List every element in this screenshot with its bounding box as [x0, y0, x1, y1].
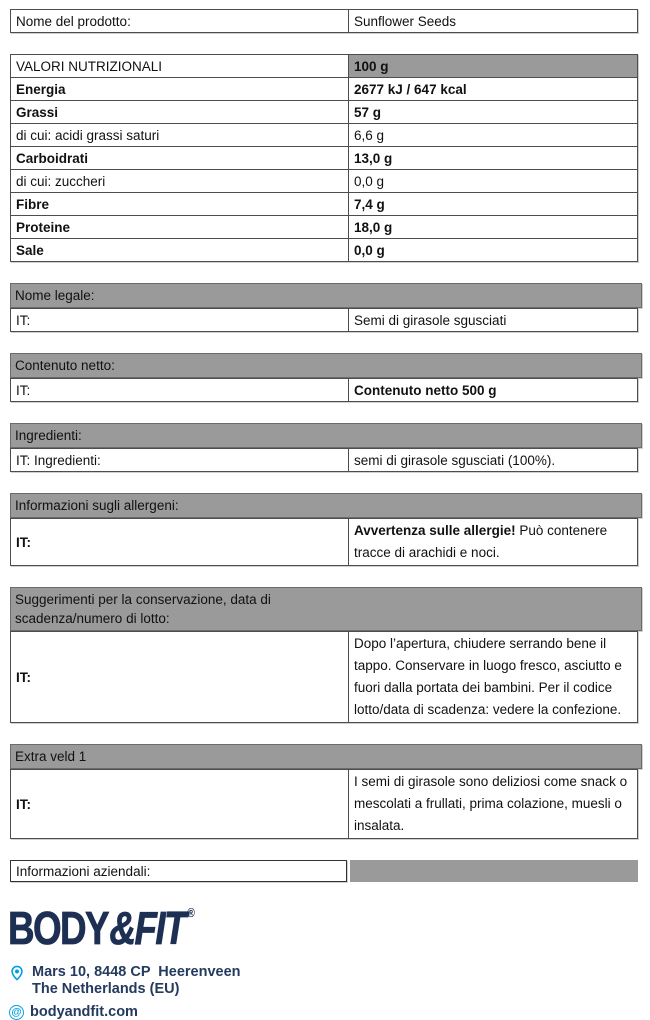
extra-table — [10, 769, 638, 839]
nutrient-value: 13,0 g — [349, 147, 638, 170]
table-row — [11, 147, 638, 170]
section-title: Ingredienti: — [15, 428, 82, 443]
nutrient-label: Proteine — [11, 216, 349, 239]
table-row — [11, 309, 638, 332]
nutrient-value: 0,0 g — [349, 239, 638, 262]
table-row — [11, 519, 638, 566]
product-name-table — [10, 9, 638, 33]
nutrition-title: VALORI NUTRIZIONALI — [11, 55, 349, 78]
location-pin-icon — [9, 965, 25, 981]
lang-label: IT: — [11, 379, 349, 402]
logo-fit-text: &FIT — [109, 902, 185, 954]
bodyandfit-logo — [8, 902, 522, 954]
net-content-table — [10, 378, 638, 402]
section-header-net-content — [10, 353, 642, 378]
nutrition-header-row — [11, 55, 638, 78]
website-text: bodyandfit.com — [30, 1004, 138, 1020]
section-header-allergens — [10, 493, 642, 518]
company-address — [8, 964, 650, 1020]
nutrient-label: Sale — [11, 239, 349, 262]
lang-label: IT: — [11, 519, 349, 566]
nutrient-value: 7,4 g — [349, 193, 638, 216]
table-row — [11, 170, 638, 193]
nutrient-value: 2677 kJ / 647 kcal — [349, 78, 638, 101]
allergens-warning: Avvertenza sulle allergie! — [354, 523, 516, 538]
nutrient-value: 6,6 g — [349, 124, 638, 147]
section-title: Contenuto netto: — [15, 358, 115, 373]
storage-table — [10, 631, 638, 723]
table-row — [11, 193, 638, 216]
nutrient-value: 0,0 g — [349, 170, 638, 193]
section-header-storage — [10, 587, 642, 631]
lang-label: IT: — [11, 632, 349, 723]
section-title: Extra veld 1 — [15, 749, 87, 764]
brand-footer — [8, 902, 650, 1020]
table-row — [11, 449, 638, 472]
nutrient-value: 18,0 g — [349, 216, 638, 239]
table-row — [11, 124, 638, 147]
nutrient-label: di cui: zuccheri — [11, 170, 349, 193]
nutrient-value: 57 g — [349, 101, 638, 124]
section-title: Nome legale: — [15, 288, 95, 303]
table-row — [11, 216, 638, 239]
company-info-gray-fill — [350, 860, 638, 882]
product-name-label: Nome del prodotto: — [11, 10, 349, 33]
company-info-row — [10, 860, 638, 882]
logo-body-text: BODY — [8, 902, 108, 954]
nutrition-amount-header: 100 g — [349, 55, 638, 78]
nutrient-label: Fibre — [11, 193, 349, 216]
lang-label: IT: Ingredienti: — [11, 449, 349, 472]
nutrient-label: Carboidrati — [11, 147, 349, 170]
allergens-table — [10, 518, 638, 566]
company-info-label: Informazioni aziendali: — [10, 860, 347, 882]
section-header-legal-name — [10, 283, 642, 308]
extra-value: I semi di girasole sono deliziosi come snack o mescolati a frullati, prima colazione, muesli o insalata. — [349, 770, 638, 839]
table-row — [11, 10, 638, 33]
legal-name-table — [10, 308, 638, 332]
address-line2: The Netherlands (EU) — [32, 981, 180, 997]
allergens-detail: Può contenere tracce di arachidi e noci. — [354, 523, 608, 560]
table-row — [11, 770, 638, 839]
product-name-value: Sunflower Seeds — [349, 10, 638, 33]
section-header-ingredients — [10, 423, 642, 448]
nutrient-label: Grassi — [11, 101, 349, 124]
legal-name-value: Semi di girasole sgusciati — [349, 309, 638, 332]
address-line1: Mars 10, 8448 CP Heerenveen — [32, 964, 241, 980]
allergens-value — [349, 519, 638, 566]
product-spec-sheet — [0, 9, 650, 1020]
lang-label: IT: — [11, 770, 349, 839]
table-row — [11, 632, 638, 723]
nutrition-table — [10, 54, 638, 262]
table-row — [11, 101, 638, 124]
net-content-value: Contenuto netto 500 g — [349, 379, 638, 402]
registered-trademark-icon: ® — [187, 905, 195, 920]
section-title: Suggerimenti per la conservazione, data di scadenza/numero di lotto: — [15, 592, 271, 626]
ingredients-table — [10, 448, 638, 472]
ingredients-value: semi di girasole sgusciati (100%). — [349, 449, 638, 472]
table-row — [11, 78, 638, 101]
lang-label: IT: — [11, 309, 349, 332]
table-row — [11, 379, 638, 402]
nutrient-label: di cui: acidi grassi saturi — [11, 124, 349, 147]
section-header-extra — [10, 744, 642, 769]
table-row — [11, 239, 638, 262]
storage-value: Dopo l’apertura, chiudere serrando bene il tappo. Conservare in luogo fresco, asciutto e fuori dalla portata dei bambini. Per il codice lotto/data di scadenza: vedere la confezione. — [349, 632, 638, 723]
nutrient-label: Energia — [11, 78, 349, 101]
at-icon: @ — [9, 1005, 24, 1020]
section-title: Informazioni sugli allergeni: — [15, 498, 179, 513]
